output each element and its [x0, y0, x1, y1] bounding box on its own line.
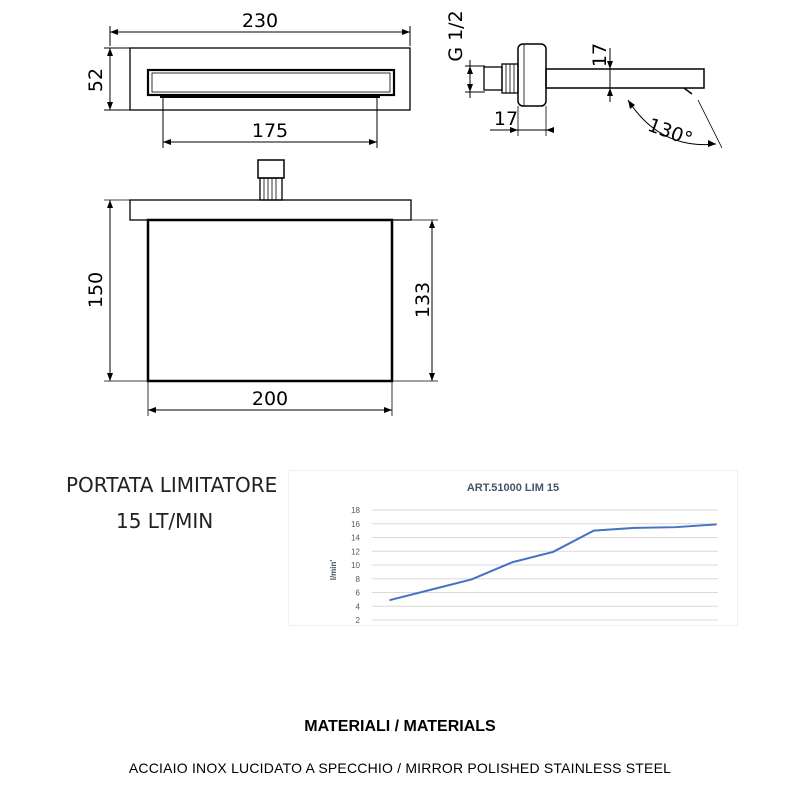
arrow — [467, 84, 473, 92]
arrow — [163, 139, 171, 145]
chart-data-point — [634, 527, 636, 529]
dim-label-height-52: 52 — [85, 67, 107, 93]
side-view — [445, 10, 722, 150]
chart-data-point — [430, 589, 432, 591]
front-connector-nut — [258, 160, 284, 178]
chart-data-point — [511, 561, 513, 563]
arrow — [429, 373, 435, 381]
chart-title: ART.51000 LIM 15 — [466, 482, 560, 494]
thread-label: G 1/2 — [445, 10, 467, 62]
dim-label-17-horizontal: 17 — [493, 108, 519, 130]
materials-description: ACCIAIO INOX LUCIDATO A SPECCHIO / MIRROR POLISHED STAINLESS STEEL — [128, 760, 672, 776]
top-slot-inner — [152, 73, 390, 92]
arrow — [467, 66, 473, 74]
arrow — [628, 100, 635, 109]
arrow — [107, 48, 113, 56]
arrow — [546, 127, 554, 133]
arrow — [369, 139, 377, 145]
front-top-bar — [130, 200, 411, 220]
chart-data-point — [715, 524, 717, 526]
flow-limiter-label: PORTATA LIMITATORE — [66, 473, 278, 497]
arrow — [107, 102, 113, 110]
arrow — [107, 373, 113, 381]
dim-label-height-150: 150 — [85, 271, 107, 309]
spout-tip — [684, 88, 692, 94]
dim-label-opening-175: 175 — [251, 120, 289, 142]
spout-arm — [546, 69, 704, 88]
chart-y-tick-label: 2 — [355, 616, 360, 625]
chart-y-tick-label: 4 — [355, 602, 360, 612]
front-view — [85, 160, 438, 416]
front-connector-thread — [260, 178, 282, 200]
flow-rate-chart — [288, 470, 738, 626]
chart-y-tick-label: 8 — [355, 574, 360, 584]
connector-nut — [484, 67, 502, 90]
front-glass-panel — [148, 220, 392, 381]
arrow — [148, 407, 156, 413]
wall-plate — [518, 44, 546, 106]
chart-data-point — [674, 526, 676, 528]
chart-y-tick-label: 10 — [351, 561, 360, 570]
chart-data-point — [552, 551, 554, 553]
arrow — [384, 407, 392, 413]
chart-data-point — [593, 530, 595, 532]
chart-svg — [288, 470, 738, 626]
arrow — [110, 29, 118, 35]
chart-y-axis-label: l/min' — [329, 559, 338, 581]
chart-y-tick-label: 12 — [351, 547, 360, 557]
chart-y-tick-label: 6 — [355, 588, 360, 598]
dim-label-angle: 130° — [644, 114, 696, 151]
dim-label-height-133: 133 — [412, 281, 434, 319]
flow-rate-value: 15 LT/MIN — [116, 509, 214, 533]
arrow — [402, 29, 410, 35]
chart-y-tick-label: 18 — [351, 506, 360, 515]
arrow — [607, 88, 613, 96]
arrow — [708, 140, 716, 147]
chart-y-tick-label: 16 — [351, 519, 360, 529]
top-plate-outline — [130, 48, 410, 110]
chart-y-tick-label: 14 — [351, 533, 360, 543]
chart-data-point — [389, 599, 391, 601]
chart-data-point — [471, 579, 473, 581]
dim-label-17-vertical: 17 — [589, 42, 611, 68]
arrow — [429, 220, 435, 228]
dim-label-width-230: 230 — [241, 10, 279, 32]
top-view — [85, 10, 410, 148]
arrow — [107, 200, 113, 208]
angle-leg — [698, 100, 722, 148]
dim-label-width-200: 200 — [251, 388, 289, 410]
top-slot-outline — [148, 70, 394, 95]
materials-title: MATERIALI / MATERIALS — [304, 718, 496, 735]
